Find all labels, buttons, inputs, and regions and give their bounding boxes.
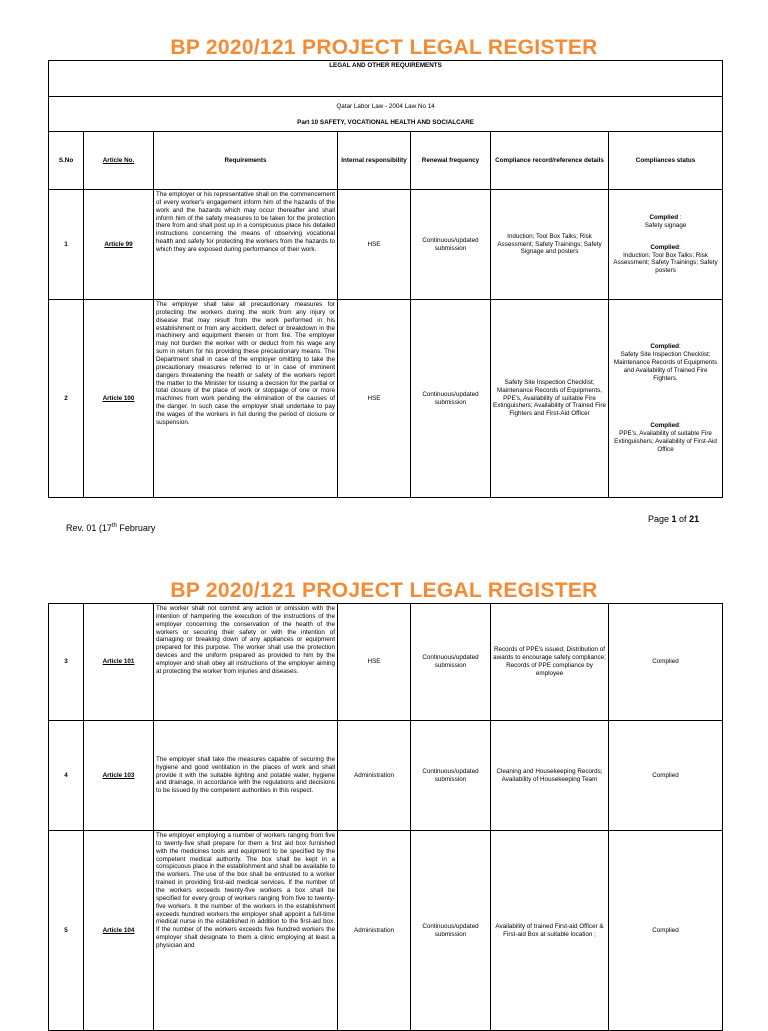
row-sno: 1: [49, 190, 84, 300]
row-responsibility: HSE: [338, 190, 411, 300]
table-row: [49, 300, 723, 498]
status-label-suffix: :: [679, 243, 681, 251]
legal-register-table-page-2: [48, 603, 723, 1031]
status-label-suffix: :: [679, 343, 681, 351]
row-sno: 2: [49, 300, 84, 498]
row-status: [609, 300, 723, 498]
row-article: Article 100: [84, 300, 154, 498]
revision-month: February: [116, 523, 156, 533]
row-article: Article 99: [84, 190, 154, 300]
row-record: Safety Site Inspection Checklist; Maintenance Records of Equipments, PPE's, Availability of suitable Fire Extinguishers; Availability of Trained Fire Fighters and First-Aid Officer: [491, 300, 609, 498]
row-status: Complied: [609, 721, 723, 831]
table-row: [49, 831, 723, 1031]
table-row: [49, 190, 723, 300]
page-of: of: [676, 514, 690, 524]
law-title: Qatar Labor Law - 2004 Law No 14: [336, 103, 435, 111]
col-header-requirements: Requirements: [154, 132, 338, 190]
status-text: Induction; Tool Box Talks; Risk Assessment; Safety Trainings; Safety posters: [613, 251, 718, 275]
row-article: Article 104: [84, 831, 154, 1031]
row-status: Complied: [609, 604, 723, 721]
row-frequency: Continuous/updated submission: [411, 831, 491, 1031]
row-status: Complied: [609, 831, 723, 1031]
row-responsibility: Administration: [338, 831, 411, 1031]
legal-requirements-heading: LEGAL AND OTHER REQUIREMENTS: [49, 61, 723, 97]
row-sno: 4: [49, 721, 84, 831]
row-frequency: Continuous/updated submission: [411, 721, 491, 831]
row-status: [609, 190, 723, 300]
row-requirement: The worker shall not commit any action or omission with the intention of hampering the execution of the instructions of the employer concerning the conservation of the health of the workers or securing their safety or with the intention of damaging or breaking down of any appliances or equipment prepared for this purpose. The worker shall use the protection devices and the uniform prepared as provided to him by the employer and shall obey all instructions of the employer aiming at protecting the worker from injuries and diseases.: [154, 604, 338, 721]
col-header-sno: S.No: [49, 132, 84, 190]
row-requirement: The employer or his representative shall on the commencement of every worker's engagement inform him of the hazards of the work and the hazards which may occur thereafter and shall inform him of the safety measures to be taken for the protection there from and shall post up in a conspicuous place his detailed instructions concerning the means of observing vocational health and safety for protecting the workers from the hazards to which they are exposed during performance of their work.: [154, 190, 338, 300]
row-frequency: Continuous/updated submission: [411, 604, 491, 721]
row-record: Cleaning and Housekeeping Records; Availability of Housekeeping Team: [491, 721, 609, 831]
col-header-status: Compliances status: [609, 132, 723, 190]
row-frequency: Continuous/updated submission: [411, 190, 491, 300]
page-title: BP 2020/121 PROJECT LEGAL REGISTER: [170, 36, 598, 59]
status-text: Safety Site Inspection Checklist; Maintenance Records of Equipments and Availability of Trained Fire Fighters.: [613, 350, 718, 382]
row-record: Availability of trained First-aid Officer & First-aid Box at suitable location ;: [491, 831, 609, 1031]
page-prefix: Page: [648, 514, 672, 524]
law-section-heading: [49, 97, 723, 132]
legal-register-table-page-1: [48, 60, 723, 498]
row-frequency: Continuous/updated submission: [411, 300, 491, 498]
row-article: Article 103: [84, 721, 154, 831]
part-title: Part 10 SAFETY, VOCATIONAL HEALTH AND SOCIALCARE: [297, 119, 474, 126]
table-row: [49, 604, 723, 721]
status-label: Complied: [650, 422, 679, 430]
status-text: Safety signage: [644, 221, 687, 229]
revision-note: [66, 523, 155, 533]
col-header-responsibility: Internal responsibility: [338, 132, 411, 190]
col-header-frequency: Renewal frequency: [411, 132, 491, 190]
row-sno: 3: [49, 604, 84, 721]
row-article: Article 101: [84, 604, 154, 721]
column-header-row: [49, 132, 723, 190]
row-record: Records of PPE's issued; Distribution of awards to encourage safety compliance; Records of PPE compliance by employee: [491, 604, 609, 721]
col-header-record: Compliance record/reference details: [491, 132, 609, 190]
status-label: Complied: [650, 343, 679, 351]
col-header-article: Article No.: [84, 132, 154, 190]
row-responsibility: HSE: [338, 604, 411, 721]
page-current: 1: [671, 514, 677, 524]
table-row: [49, 721, 723, 831]
row-responsibility: HSE: [338, 300, 411, 498]
page-total: 21: [689, 514, 700, 524]
revision-superscript: th: [111, 523, 117, 529]
row-sno: 5: [49, 831, 84, 1031]
status-label: Complied: [649, 213, 679, 221]
row-record: Induction; Tool Box Talks; Risk Assessment; Safety Trainings; Safety Signage and posters: [491, 190, 609, 300]
status-text: PPE's, Availability of suitable Fire Extinguishers; Availability of First-Aid Office: [614, 430, 717, 453]
revision-text: Rev. 01 (17: [66, 523, 112, 533]
row-requirement: The employer employing a number of workers ranging from five to twenty-five shall prepare for them a first aid box furnished with the medicines tools and equipment to be specified by the competent medical authority. The box shall be kept in a conspicuous place in the establishment and shall be available to the workers. The use of the box shall be entrusted to a worker trained in providing first-aid medical services. If the number of the workers exceeds twenty-five workers a box shall be specified for every group of workers ranging from five to twenty-five workers. It the number of the workers in the establishment exceeds hundred workers the employer shall appoint a full-time medical nurse in the established in addition to the first-aid box. If the number of the workers exceeds five hundred workers the employer shall designate to them a clinic employing at least a physician and: [154, 831, 338, 1031]
status-label-suffix: :: [678, 213, 682, 221]
page-title: BP 2020/121 PROJECT LEGAL REGISTER: [170, 579, 598, 602]
status-label-suffix: :: [679, 422, 681, 430]
row-requirement: The employer shall take the measures capable of securing the hygiene and good ventilation in the places of work and shall provide it with the suitable lighting and potable water, hygiene and drainage, in accordance with the regulations and decisions to be issued by the competent authorities in this respect.: [154, 721, 338, 831]
row-requirement: The employer shall take all precautionary measures for protecting the workers during the work from any injury or disease that may result from the work performed in his establishment or from any accident, defect or breakdown in the machinery and equipment therein or from fire. The employer may not burden the worker with or deduct from his wage any sum in return for his providing these precautionary means. The Department shall in case of the employer omitting to take the precautionary measures referred to or in case of imminent dangers threatening the health or safety of the workers report the matter to the Minister for issuing a decision for the partial or total closure of the place of work or stoppage of one or more machines from work pending the elimination of the causes of the danger. In such case the employer shall undertake to pay the wages of the workers in full during the period of closure or suspension.: [154, 300, 338, 498]
page-number: [648, 514, 699, 524]
status-label: Complied: [650, 243, 679, 251]
row-responsibility: Administration: [338, 721, 411, 831]
